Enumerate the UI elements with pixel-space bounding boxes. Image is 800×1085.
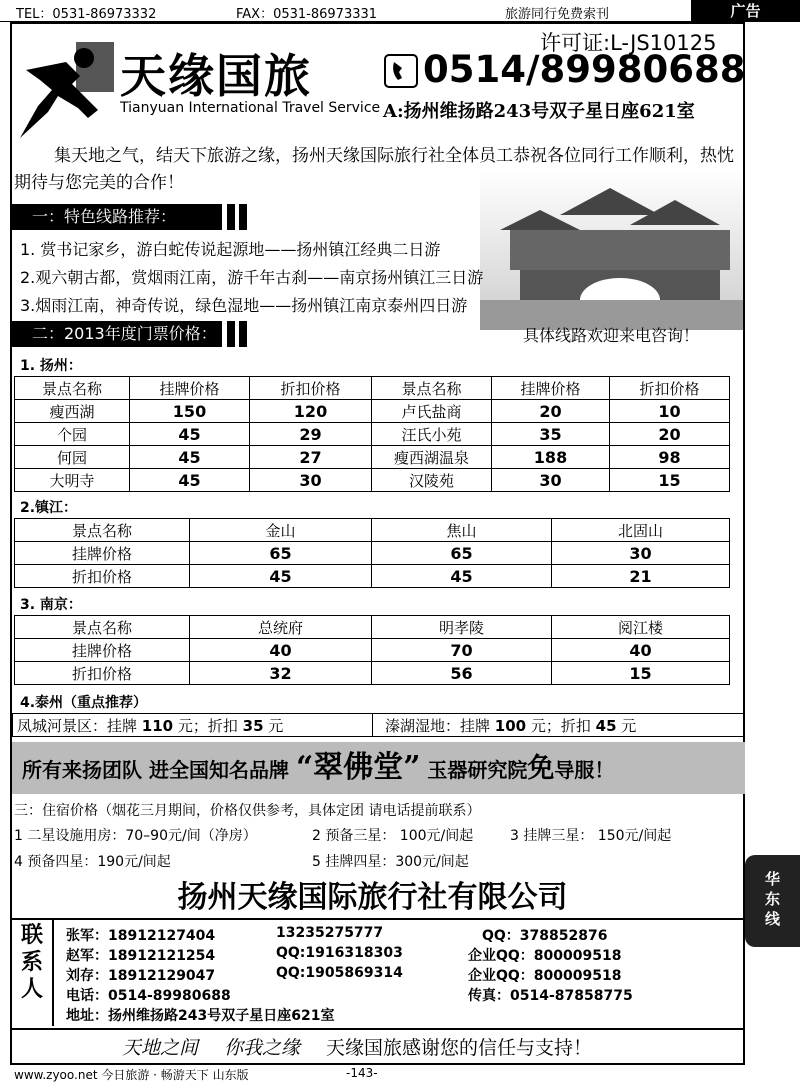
route-inquiry-note: 具体线路欢迎来电咨询！	[523, 326, 700, 345]
contact-line: 传真：0514-87858775	[468, 988, 633, 1004]
contact-line: 地址：扬州维扬路243号双子星日座621室	[66, 1008, 335, 1024]
header-tel: TEL：0531-86973332	[16, 7, 157, 22]
table-cell: 汉陵苑	[372, 469, 492, 492]
page-number: -143-	[346, 1066, 378, 1080]
table-cell: 30	[492, 469, 610, 492]
hotel-item: 5 挂牌四星：300元/间起	[312, 854, 469, 870]
hotel-item: 3 挂牌三星： 150元/间起	[510, 828, 672, 844]
nanjing-price-table	[14, 615, 730, 685]
table-cell: 15	[610, 469, 730, 492]
table-row	[15, 519, 730, 542]
telephone-icon	[384, 54, 418, 88]
table-cell: 32	[190, 662, 372, 685]
contact-line: 张军：18912127404	[66, 928, 216, 944]
table-row	[15, 423, 730, 446]
header-publication: 旅游同行免费索刊	[505, 7, 610, 22]
table-cell: 卢氏盐商	[372, 400, 492, 423]
table-cell: 70	[372, 639, 552, 662]
brand-name: 天缘国旅	[120, 49, 312, 103]
runner-logo-icon	[18, 40, 118, 144]
yangzhou-price-table	[14, 376, 730, 492]
table-row	[15, 400, 730, 423]
footer-slogan	[12, 1028, 745, 1065]
zhenjiang-price-table	[14, 518, 730, 588]
table-cell: 挂牌价格	[15, 542, 190, 565]
table-cell: 金山	[190, 519, 372, 542]
contact-line: 13235275777	[276, 925, 384, 941]
table-header-row	[15, 377, 730, 400]
contact-line: 电话：0514-89980688	[66, 988, 231, 1004]
promo-banner	[12, 742, 745, 794]
contact-line: QQ：378852876	[482, 928, 608, 944]
table-row	[15, 662, 730, 685]
top-header-bar	[0, 0, 800, 22]
brand-name-english: Tianyuan International Travel Service	[120, 100, 381, 116]
table-row	[15, 446, 730, 469]
table-cell: 65	[190, 542, 372, 565]
table-cell: 27	[250, 446, 372, 469]
ad-label: 广告	[691, 0, 800, 22]
table-cell: 29	[250, 423, 372, 446]
taizhou-price-table	[12, 713, 745, 737]
table-header-cell: 挂牌价格	[492, 377, 610, 400]
table-row	[15, 542, 730, 565]
table-cell: 折扣价格	[15, 662, 190, 685]
section1-bars	[225, 204, 255, 230]
table-cell: 折扣价格	[15, 565, 190, 588]
table-cell: 150	[130, 400, 250, 423]
route-item: 2.观六朝古都，赏烟雨江南，游千年古刹——南京扬州镇江三日游	[20, 268, 484, 287]
table-row	[15, 616, 730, 639]
table-cell: 阅江楼	[552, 616, 730, 639]
table-cell: 景点名称	[15, 616, 190, 639]
table-cell: 大明寺	[15, 469, 130, 492]
yangzhou-label: 1. 扬州：	[20, 358, 82, 374]
banner-text: 玉器研究院	[420, 758, 528, 782]
section1-title: 一：特色线路推荐：	[32, 207, 177, 226]
banner-brand: “翠佛堂”	[295, 750, 421, 785]
table-header-cell: 折扣价格	[610, 377, 730, 400]
hotel-item: 2 预备三星： 100元/间起	[312, 828, 474, 844]
contact-line: 企业QQ：800009518	[468, 948, 622, 964]
brand-phone: 0514/89980688	[423, 48, 746, 91]
table-cell: 40	[190, 639, 372, 662]
side-tab-label: 华东线	[764, 870, 780, 928]
table-cell: 45	[190, 565, 372, 588]
route-item: 1. 赏书记家乡，游白蛇传说起源地——扬州镇江经典二日游	[20, 240, 441, 259]
table-cell: 何园	[15, 446, 130, 469]
table-cell: 45	[372, 565, 552, 588]
section1-header	[12, 204, 222, 230]
table-cell: 188	[492, 446, 610, 469]
slogan-part: 你我之缘	[224, 1037, 301, 1059]
table-header-cell: 挂牌价格	[130, 377, 250, 400]
contact-line: 企业QQ：800009518	[468, 968, 622, 984]
hotel-item: 4 预备四星：190元/间起	[14, 854, 171, 870]
table-cell: 45	[130, 446, 250, 469]
nanjing-label: 3. 南京：	[20, 597, 82, 613]
table-cell: 98	[610, 446, 730, 469]
table-cell: 瘦西湖	[15, 400, 130, 423]
table-cell: 35	[492, 423, 610, 446]
intro-text: 集天地之气，结天下旅游之缘，扬州天缘国际旅行社全体员工恭祝各位同行工作顺利，热忱期待与您完美的合作！	[14, 146, 734, 193]
table-cell: 56	[372, 662, 552, 685]
contact-line: 赵军：18912121254	[66, 948, 216, 964]
footer-site: www.zyoo.net 今日旅游 · 畅游天下 山东版	[14, 1068, 249, 1082]
table-header-cell: 折扣价格	[250, 377, 372, 400]
table-cell: 45	[130, 469, 250, 492]
table-row	[15, 469, 730, 492]
table-header-cell: 景点名称	[372, 377, 492, 400]
header-fax: FAX：0531-86973331	[236, 7, 378, 22]
banner-text: 所有来扬团队 进全国知名品牌	[22, 758, 296, 782]
company-name: 扬州天缘国际旅行社有限公司	[177, 880, 568, 915]
taizhou-label: 4.泰州（重点推荐）	[20, 695, 148, 711]
banner-text: 导服！	[554, 758, 615, 782]
route-item: 3.烟雨江南，神奇传说，绿色湿地——扬州镇江南京泰州四日游	[20, 296, 468, 315]
slogan-part: 天地之间	[122, 1037, 199, 1059]
table-cell: 45	[130, 423, 250, 446]
table-cell: 北固山	[552, 519, 730, 542]
table-cell: 个园	[15, 423, 130, 446]
table-cell: 10	[610, 400, 730, 423]
table-cell: 20	[610, 423, 730, 446]
table-cell: 明孝陵	[372, 616, 552, 639]
table-cell: 瘦西湖温泉	[372, 446, 492, 469]
slogan-part: 天缘国旅感谢您的信任与支持！	[326, 1037, 593, 1059]
table-cell: 65	[372, 542, 552, 565]
zhenjiang-label: 2.镇江：	[20, 500, 78, 516]
table-cell: 焦山	[372, 519, 552, 542]
section2-header	[12, 321, 222, 347]
banner-free: 免	[527, 753, 555, 784]
table-cell: 30	[552, 542, 730, 565]
table-row	[15, 565, 730, 588]
table-cell: 21	[552, 565, 730, 588]
section2-title: 二：2013年度门票价格：	[32, 324, 217, 343]
table-cell: 总统府	[190, 616, 372, 639]
table-cell: 景点名称	[15, 519, 190, 542]
contact-line: QQ:1916318303	[276, 945, 403, 961]
license-number: 许可证:L-JS10125	[540, 31, 717, 55]
brand-address: A:扬州维扬路243号双子星日座621室	[383, 101, 695, 122]
table-cell: 15	[552, 662, 730, 685]
table-row	[15, 639, 730, 662]
table-row	[13, 714, 745, 737]
table-cell: 120	[250, 400, 372, 423]
table-cell: 汪氏小苑	[372, 423, 492, 446]
side-tab	[745, 855, 800, 947]
section2-bars	[225, 321, 255, 347]
table-cell: 40	[552, 639, 730, 662]
hotel-title: 三：住宿价格（烟花三月期间，价格仅供参考，具体定团 请电话提前联系）	[14, 803, 481, 819]
table-header-cell: 景点名称	[15, 377, 130, 400]
contact-line: 刘存：18912129047	[66, 968, 216, 984]
contact-label: 联 系 人	[12, 918, 54, 1026]
table-cell: 溱湖湿地：挂牌 100 元；折扣 45 元	[373, 714, 745, 737]
table-cell: 凤城河景区：挂牌 110 元；折扣 35 元	[13, 714, 373, 737]
table-cell: 30	[250, 469, 372, 492]
contact-line: QQ:1905869314	[276, 965, 403, 981]
hotel-item: 1 二星设施用房：70–90元/间（净房）	[14, 828, 257, 844]
table-cell: 挂牌价格	[15, 639, 190, 662]
table-cell: 20	[492, 400, 610, 423]
pavilion-photo	[480, 170, 743, 330]
